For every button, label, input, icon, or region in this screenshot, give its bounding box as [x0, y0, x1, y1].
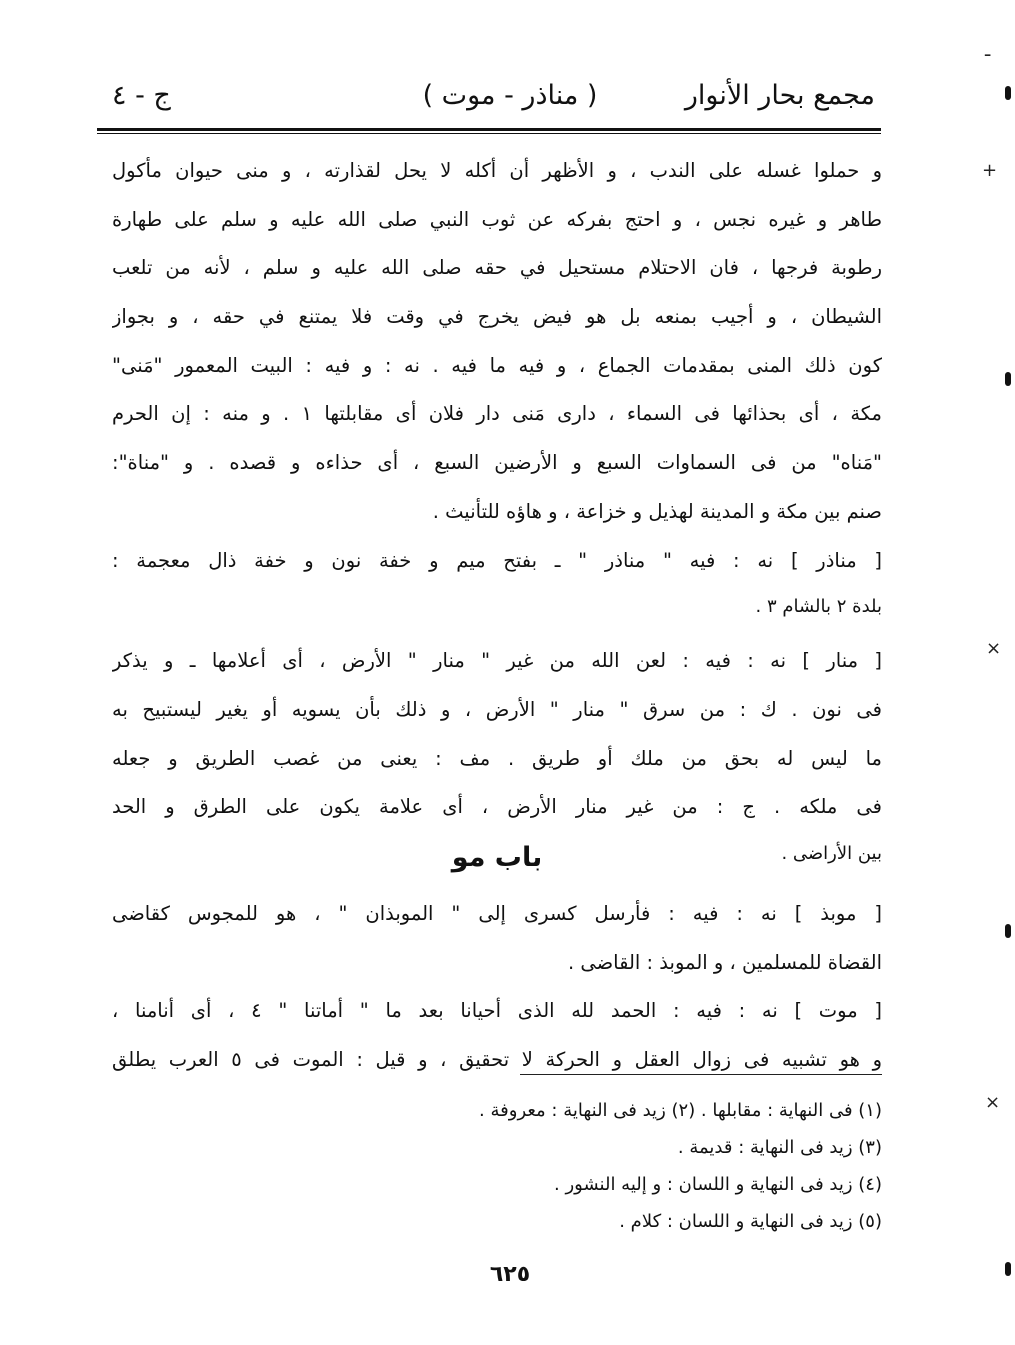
- text-line: كون ذلك المنى بمقدمات الجماع ، و فيه ما فيه . نه : و فيه : البيت المعمور "مَنى": [112, 353, 882, 377]
- margin-dot: [1005, 372, 1011, 386]
- entry-manar-line: فى ملكه . ج : من غير منار الأرض ، أى علامة يكون على الطرق و الحد: [112, 795, 882, 819]
- entry-mobadh-line: [ موبذ ] نه : فيه : فأرسل كسرى إلى " الموبذان " ، هو للمجوس كقاضى: [112, 902, 882, 925]
- margin-mark: ـ: [985, 40, 991, 61]
- margin-mark: ×: [986, 638, 1002, 659]
- margin-dot: [1005, 924, 1011, 938]
- text-line: طاهر و غيره نجس ، و احتج بفركه عن ثوب النبي صلى الله عليه و سلم على طهارة: [112, 207, 882, 231]
- entry-manar-line: ما ليس له بحق من ملك أو طريق . مف : يعنى من غصب الطريق و جعله: [112, 746, 882, 770]
- header-rule-thin: [97, 133, 881, 134]
- entry-mobadh-line: القضاة للمسلمين ، و الموبذ : القاضى .: [567, 950, 882, 974]
- entry-mawt-line: و هو تشبيه فى زوال العقل و الحركة لا تحقيق ، و قيل : الموت فى ٥ العرب يطلق: [112, 1048, 882, 1072]
- entry-manadhir-line: بلدة ٢ بالشام ٣ .: [755, 596, 882, 618]
- entry-manadhir-line: [ مناذر ] نه : فيه " مناذر " ـ بفتح ميم و خفة نون و خفة ذال معجمة :: [112, 548, 882, 572]
- entry-manar-line: [ منار ] نه : فيه : لعن الله من غير " منار " الأرض ، أى أعلامها ـ و يذكر: [112, 649, 882, 673]
- margin-dot: [1005, 86, 1011, 100]
- margin-mark: ×: [985, 1092, 1001, 1113]
- footnote: (٣) زيد فى النهاية : قديمة .: [677, 1137, 882, 1158]
- text-line: الشيطان ، و أجيب بمنعه بل هو فيض يخرج في وقت فلا يمتنع في حقه ، و بجواز: [112, 305, 882, 329]
- footnote: (٤) زيد فى النهاية و اللسان : و إليه النشور .: [554, 1174, 882, 1195]
- volume-number: ج - ٤: [112, 80, 171, 111]
- footnote: (١) فى النهاية : مقابلها . (٢) زيد فى النهاية : معروفة .: [479, 1100, 882, 1121]
- margin-dot: [1005, 1262, 1011, 1276]
- text-line: مكة ، أى بحذائها فى السماء ، دارى مَنى دار فلان أى مقابلتها ١ . و منه : إن الحرم: [112, 402, 882, 426]
- footnote-rule: [520, 1074, 882, 1075]
- main-text: [112, 147, 882, 876]
- text-line: صنم بين مكة و المدينة لهذيل و خزاعة ، و هاؤه للتأنيث .: [432, 499, 882, 523]
- margin-mark: +: [982, 160, 998, 181]
- text-line: "مَناه" من فى السماوات السبع و الأرضين السبع ، أى حذاءه و قصده . و "مناة":: [112, 451, 882, 475]
- main-text-continued: [112, 890, 882, 1085]
- book-title: مجمع بحار الأنوار: [684, 80, 875, 111]
- page-number: ٦٢٥: [489, 1262, 531, 1287]
- text-line: رطوبة فرجها ، فان الاحتلام مستحيل في حقه صلى الله عليه و سلم ، لأنه من تلعب: [112, 256, 882, 280]
- section-heading: باب مو: [451, 842, 543, 873]
- entry-manar-line: بين الأراضى .: [781, 842, 882, 864]
- entry-manar-line: فى نون . ك : من سرق " منار " الأرض ، و ذلك بأن يسويه أو يغير ليستبيح به: [112, 697, 882, 721]
- footnotes: [402, 1092, 882, 1240]
- entry-mawt-line: [ موت ] نه : فيه : الحمد لله الذى أحيانا بعد ما " أماتنا " ٤ ، أى أنامنا ،: [112, 999, 882, 1023]
- header-rule-thick: [97, 128, 881, 131]
- footnote: (٥) زيد فى النهاية و اللسان : كلام .: [619, 1211, 882, 1232]
- text-line: و حملوا غسله على الندب ، و الأظهر أن أكله لا يحل لقذارته ، و منى حيوان مأكول: [112, 159, 882, 182]
- section-range: ( مناذر - موت ): [422, 80, 598, 111]
